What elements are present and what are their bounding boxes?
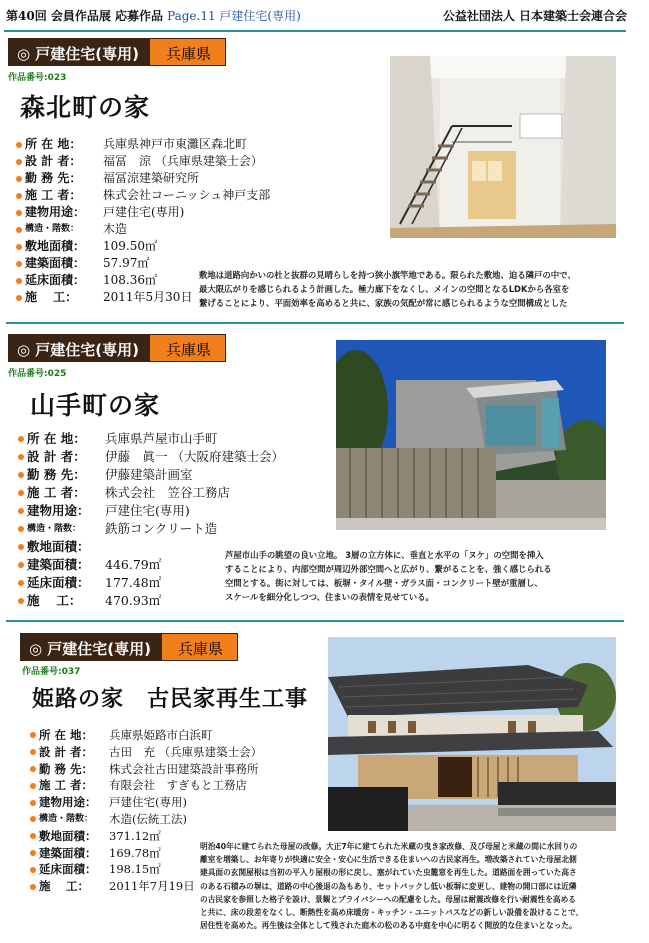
bullet-icon [18, 454, 24, 460]
info-row-contractor: 施 工 者： 株式会社 笠谷工務店 [18, 484, 284, 502]
info-row-location: 所 在 地： 兵庫県芦屋市山手町 [18, 430, 284, 448]
description-line: 明治40年に建てられた母屋の改修。大正7年に建てられた米蔵の曳き家改修、及び母屋と米蔵の間に水回りの [200, 842, 578, 851]
work-description [199, 268, 576, 310]
info-row-employer: 勤 務 先： 福冨涼建築研究所 [16, 170, 270, 187]
work-photo-exterior [336, 340, 606, 530]
bullet-icon [30, 833, 36, 839]
bullet-icon [30, 732, 36, 738]
bullet-icon [30, 800, 36, 806]
bullet-icon [18, 490, 24, 496]
info-row-floor-area: 延床面積： 198.15㎡ [30, 861, 262, 878]
bullet-icon [16, 193, 22, 199]
bullet-icon [16, 261, 22, 267]
bullet-icon [16, 159, 22, 165]
header-exhibition-title: 第40回 会員作品展 応募作品 Page.11 戸建住宅(専用) [6, 9, 301, 23]
work-description [200, 840, 583, 932]
description-line: 最大限広がりを感じられるよう計画した。極力廊下をなくし、メインの空間となるLDKから各室を [199, 284, 570, 294]
info-row-completion: 施 工： 2011年5月30日 [16, 289, 270, 306]
info-row-employer: 勤 務 先： 伊藤建築計画室 [18, 466, 284, 484]
bullet-icon [30, 783, 36, 789]
description-line: スケールを細分化しつつ、住まいの表情を見せている。 [225, 592, 434, 602]
description-line: 敷地は道路向かいの杜と抜群の見晴らしを持つ狭小旗竿地である。限られた敷地、迫る隣戸の中で、 [199, 270, 576, 280]
header-divider [4, 30, 626, 32]
description-line: のある石積みの塀は、道路の中心後退の為もあり、セットバックし低い板塀に変更し、建物の開口部には近隣 [200, 881, 577, 891]
info-row-location: 所 在 地： 兵庫県姫路市白浜町 [30, 727, 262, 744]
info-row-designer: 設 計 者： 伊藤 眞一 （大阪府建築士会） [18, 448, 284, 466]
info-row-use: 建物用途： 戸建住宅(専用) [18, 502, 284, 520]
info-row-use: 建物用途： 戸建住宅(専用) [30, 794, 262, 811]
category-banner [20, 633, 238, 661]
page-header [0, 0, 649, 30]
work-title: 山手町の家 [30, 391, 161, 420]
description-line: 建具面の玄関屋根は当初の平入り屋根の形に戻し、塞がれていた虫籠窓を再生した。道路面を囲っていた高さ [200, 868, 577, 878]
section-divider [6, 620, 624, 622]
info-row-use: 建物用途： 戸建住宅(専用) [16, 204, 270, 221]
description-line: と共に、床の段差をなくし、断熱性を高め床暖房・キッチン・ユニットバスなどの新しい設備を設けることで、 [200, 908, 584, 918]
bullet-icon [30, 766, 36, 772]
category-banner [8, 38, 226, 66]
bullet-icon [18, 580, 24, 586]
bullet-icon [16, 210, 22, 216]
info-row-completion: 施 工： 470.93㎡ [18, 592, 284, 610]
description-line: の古民家を参照した格子を設け、景観とプライバシーへの配慮をした。母屋は耐震改修を行い耐震性を高める [200, 894, 576, 904]
category-prefecture: 兵庫県 [150, 38, 226, 66]
header-organization: 公益社団法人 日本建築士会連合会 [442, 9, 627, 23]
bullet-icon [18, 598, 24, 604]
work-description [225, 548, 552, 604]
bullet-icon [18, 562, 24, 568]
bullet-icon [16, 142, 22, 148]
bullet-icon [18, 508, 24, 514]
bullet-icon [16, 227, 22, 233]
info-row-designer: 設 計 者： 古田 充 （兵庫県建築士会） [30, 744, 262, 761]
info-row-floor-area: 延床面積： 108.36㎡ [16, 272, 270, 289]
info-row-structure: 構造・階数： 鉄筋コンクリート造 [18, 520, 284, 538]
work-number: 作品番号:037 [22, 667, 81, 677]
bullet-icon [18, 526, 24, 532]
category-banner [8, 334, 226, 362]
info-row-building-area: 建築面積： 57.97㎡ [16, 255, 270, 272]
info-row-building-area: 建築面積： 169.78㎡ [30, 845, 262, 862]
category-prefecture: 兵庫県 [150, 334, 226, 362]
work-number: 作品番号:023 [8, 73, 67, 83]
work-title: 森北町の家 [20, 93, 151, 122]
description-line: 芦屋市山手の眺望の良い立地。 3層の立方体に、垂直と水平の「ヌケ」の空間を挿入 [225, 550, 544, 560]
bullet-icon [30, 867, 36, 873]
section-divider [6, 322, 624, 324]
info-row-contractor: 施 工 者： 有限会社 すぎもと工務店 [30, 777, 262, 794]
info-row-contractor: 施 工 者： 株式会社コーニッシュ神戸支部 [16, 187, 270, 204]
bullet-icon [16, 295, 22, 301]
info-row-structure: 構造・階数： 木造(伝統工法) [30, 811, 262, 828]
bullet-icon [30, 850, 36, 856]
bullet-icon [16, 278, 22, 284]
bullet-icon [30, 884, 36, 890]
info-row-employer: 勤 務 先： 株式会社古田建築設計事務所 [30, 761, 262, 778]
work-title: 姫路の家 古民家再生工事 [32, 687, 309, 712]
info-row-site-area: 敷地面積： 109.50㎡ [16, 238, 270, 255]
info-row-structure: 構造・階数： 木造 [16, 221, 270, 238]
description-line: 繋げることにより、平面効率を高めると共に、家族の気配が常に感じられるような空間構成とした [199, 298, 568, 308]
header-page-label: Page.11 戸建住宅(専用) [167, 9, 301, 23]
bullet-icon [18, 472, 24, 478]
info-row-building-area: 建築面積： 446.79㎡ [18, 556, 284, 574]
info-row-location: 所 在 地： 兵庫県神戸市東灘区森北町 [16, 136, 270, 153]
info-row-site-area: 敷地面積： [18, 538, 284, 556]
description-line: 離室を増築し、お年寄りが快適に安全・安心に生活できる住まいへの古民家再生。増改築されていた母屋北側 [200, 855, 577, 865]
info-row-completion: 施 工： 2011年7月19日 [30, 878, 262, 895]
bullet-icon [16, 176, 22, 182]
work-number: 作品番号:025 [8, 369, 67, 379]
category-type: ◎ 戸建住宅(専用) [20, 633, 162, 661]
bullet-icon [30, 816, 36, 822]
bullet-icon [18, 544, 24, 550]
info-row-floor-area: 延床面積： 177.48㎡ [18, 574, 284, 592]
description-line: 居住性を高めた。再生後は全体として残された庭木の松のある中庭を中心に明るく開放的な住まいとなった。 [200, 921, 577, 931]
category-prefecture: 兵庫県 [162, 633, 238, 661]
bullet-icon [16, 244, 22, 250]
description-line: することにより、内部空間が周辺外部空間へと広がり、繋がることを、強く感じられる [225, 564, 552, 574]
category-type: ◎ 戸建住宅(専用) [8, 38, 150, 66]
category-type: ◎ 戸建住宅(専用) [8, 334, 150, 362]
bullet-icon [30, 749, 36, 755]
work-photo-interior [390, 56, 616, 238]
bullet-icon [18, 436, 24, 442]
work-photo-machiya [328, 637, 616, 831]
info-row-site-area: 敷地面積： 371.12㎡ [30, 828, 262, 845]
description-line: 空間とする。街に対しては、板塀・タイル壁・ガラス面・コンクリート壁が重層し、 [225, 578, 543, 588]
info-row-designer: 設 計 者： 福冨 涼 （兵庫県建築士会） [16, 153, 270, 170]
